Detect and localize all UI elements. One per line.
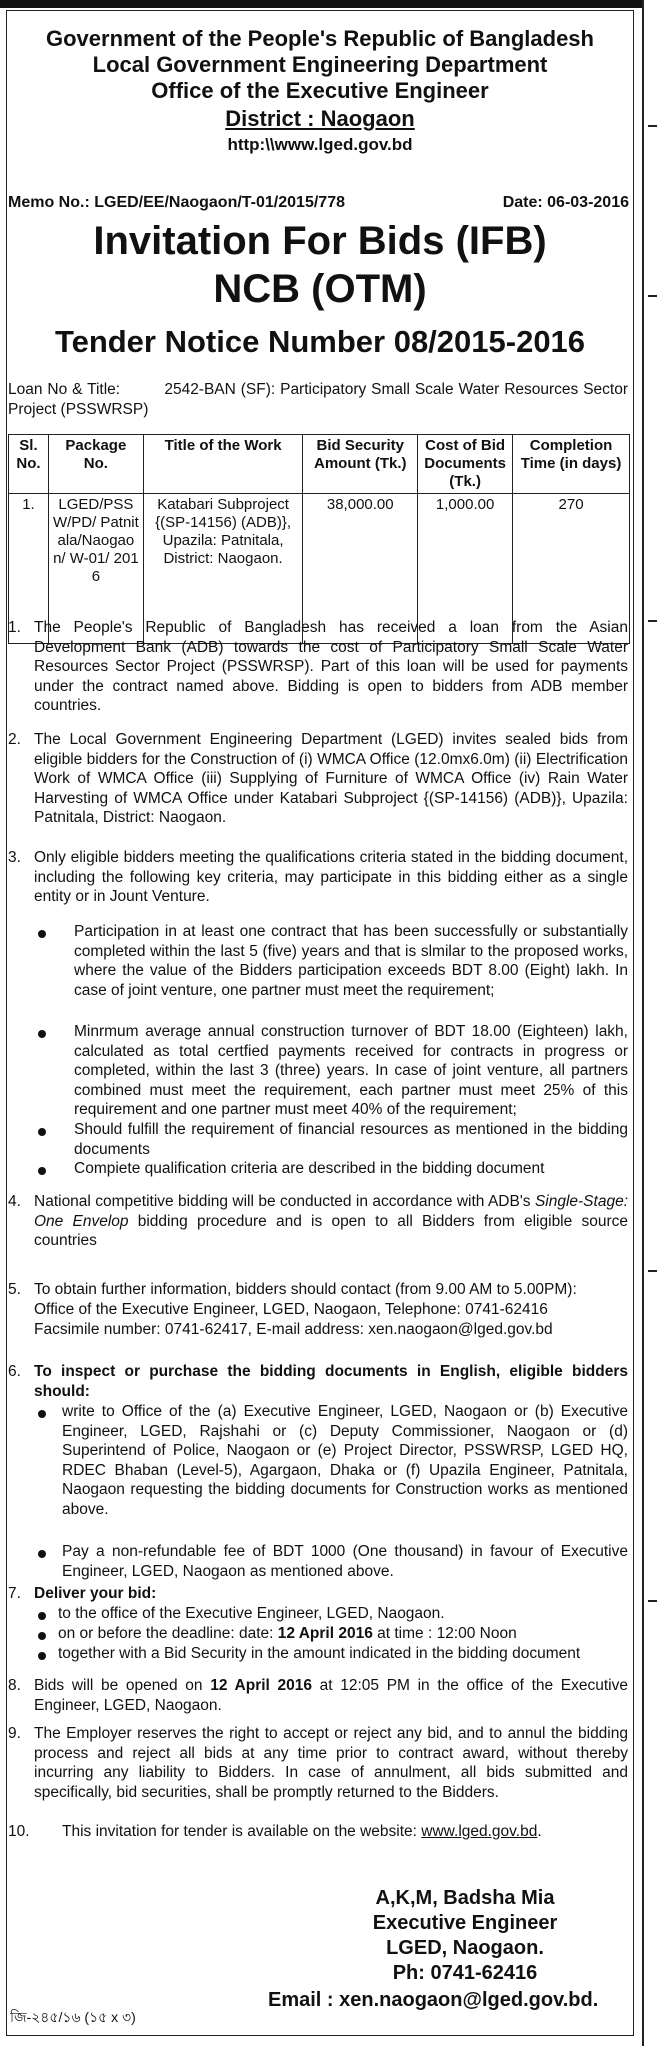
para7-bullet-1: to the office of the Executive Engineer, LGED, Naogaon.	[58, 1605, 445, 1622]
tender-notice-number: Tender Notice Number 08/2015-2016	[54, 324, 586, 359]
para3-text: Only eligible bidders meeting the qualifications criteria stated in the bidding document, including the following key criteria, may participate in this bidding either as a single entity or in Jount Venture.	[34, 849, 628, 905]
para10-number: 10.	[8, 1823, 30, 1840]
para8-open-date: 12 April 2016	[210, 1677, 312, 1694]
para6-bullet-1: write to Office of the (a) Executive Engineer, LGED, Naogaon or (b) Executive Engineer, LGED, Rajshahi or (c) Deputy Commissioner, Naogaon or (d) Superintend of Police, Naogaon or (e) Project Director, PSSWRSP, LGED HQ, RDEC Bhaban (Level-5), Agargaon, Dhaka or (f) Upazila Engineer, Patnitala, Naogaon requesting the bidding documents for Construction works as mentioned above.	[62, 1403, 628, 1518]
signatory-name: A,K,M, Badsha Mia	[375, 1887, 555, 1909]
memo-date: Date: 06-03-2016	[502, 194, 629, 211]
cell-title: Katabari Subproject {(SP-14156) (ADB)}, Upazila: Patnitala, District: Naogaon.	[143, 494, 303, 644]
para1-text: The People's Republic of Bangladesh has received a loan from the Asian Development Bank (ADB) towards the cost of Participatory Small Scale Water Resources Sector Project (PSSWRSP). Part of this loan will be used for payments under the contract named above. Bidding is open to bidders from ADB member countries.	[34, 619, 628, 714]
col-cost: Cost of Bid Documents (Tk.)	[418, 435, 513, 494]
para3-bullet-2: Minrmum average annual construction turnover of BDT 18.00 (Eighteen) lakh, calculated as total certfied payments received for contracts in progress or completed, within the last 3 (three) years. In case of joint venture, all partners combined must meet the requirement, each partner must meet 25% of this requirement and one partner must meet 40% of the requirement;	[74, 1023, 628, 1118]
para4-italic: Single-Stage: One Envelop	[34, 1193, 628, 1230]
para6-bullet-2: Pay a non-refundable fee of BDT 1000 (One thousand) in favour of Executive Engineer, LGED, Naogaon as mentioned above.	[62, 1543, 628, 1580]
para2-text: The Local Government Engineering Department (LGED) invites sealed bids from eligible bidders for the Construction of (i) WMCA Office (12.0mx6.0m) (ii) Electrification Work of WMCA Office (iii) Supplying of Furniture of WMCA Office (iv) Rain Water Harvesting of WMCA Office under Katabari Subproject {(SP-14156) (ADB)}, Upazila: Patnitala, District: Naogaon.	[34, 731, 628, 826]
para9-text: The Employer reserves the right to accept or reject any bid, and to annul the bidding process and reject all bids at any time prior to contract award, without thereby incurring any liability to Bidders. In case of annulment, all bids submitted and specifically, bid securities, shall be promptly returned to the Bidders.	[34, 1725, 628, 1801]
loan-label: Loan No & Title:	[8, 381, 121, 398]
bullet-icon	[38, 1128, 46, 1136]
title-ncb: NCB (OTM)	[213, 267, 427, 311]
bullet-icon	[38, 1652, 46, 1660]
para9-number: 9.	[8, 1725, 21, 1742]
bullet-icon	[38, 1410, 46, 1418]
header-department: Local Government Engineering Department	[92, 52, 548, 77]
loan-info	[8, 380, 628, 419]
header-government: Government of the People's Republic of Bangladesh	[46, 26, 594, 51]
title-ifb: Invitation For Bids (IFB)	[93, 219, 547, 263]
para4-number: 4.	[8, 1193, 21, 1210]
print-code: জি-২৪৫/১৬ (১৫ x ৩)	[10, 2009, 136, 2025]
para8-text: Bids will be opened on 12 April 2016 at 12:05 PM in the office of the Executive Engineer, LGED, Naogaon.	[34, 1677, 628, 1714]
cell-sl: 1.	[9, 494, 49, 644]
signatory-designation: Executive Engineer	[372, 1912, 558, 1934]
para3-number: 3.	[8, 849, 21, 866]
signatory-phone: Ph: 0741-62416	[392, 1962, 538, 1984]
para3-bullet-3: Should fulfill the requirement of financial resources as mentioned in the bidding documents	[74, 1121, 628, 1158]
para6-heading: To inspect or purchase the bidding documents in English, eligible bidders should:	[34, 1363, 628, 1400]
para5-line3: Facsimile number: 0741-62417, E-mail address: xen.naogaon@lged.gov.bd	[34, 1321, 553, 1338]
para7-deadline: 12 April 2016	[277, 1625, 373, 1642]
para5-line1: To obtain further information, bidders should contact (from 9.00 AM to 5.00PM):	[34, 1281, 577, 1298]
adjacent-column-edge	[642, 0, 657, 2046]
table-header-row	[9, 435, 630, 494]
col-security: Bid Security Amount (Tk.)	[303, 435, 418, 494]
para3-bullet-4: Compiete qualification criteria are described in the bidding document	[74, 1160, 545, 1177]
signatory-email: Email : xen.naogaon@lged.gov.bd.	[268, 1989, 599, 2011]
cell-cost: 1,000.00	[418, 494, 513, 644]
tender-table	[8, 434, 630, 644]
signatory-office: LGED, Naogaon.	[386, 1937, 544, 1959]
col-package: Package No.	[48, 435, 143, 494]
para7-number: 7.	[8, 1585, 21, 1602]
bullet-icon	[38, 930, 46, 938]
col-time: Completion Time (in days)	[513, 435, 630, 494]
bullet-icon	[38, 1030, 46, 1038]
para4-text: National competitive bidding will be conducted in accordance with ADB's Single-Stage: One Envelop bidding procedure and is open to all Bidders from eligible source countries	[34, 1193, 628, 1249]
bullet-icon	[38, 1632, 46, 1640]
para5-number: 5.	[8, 1281, 21, 1298]
para2-number: 2.	[8, 731, 21, 748]
bullet-icon	[38, 1612, 46, 1620]
loan-value: 2542-BAN (SF): Participatory Small Scale Water Resources Sector Project (PSSWRSP)	[8, 381, 628, 418]
col-sl: Sl. No.	[9, 435, 49, 494]
cell-package: LGED/PSSW/PD/ Patnitala/Naogaon/ W-01/ 2016	[48, 494, 143, 644]
para6-number: 6.	[8, 1363, 21, 1380]
para1-number: 1.	[8, 619, 21, 636]
header-district: District : Naogaon	[225, 106, 415, 131]
header-office: Office of the Executive Engineer	[151, 78, 489, 103]
para3-bullet-1: Participation in at least one contract that has been successfully or substantially completed within the last 5 (five) years and that is slmilar to the proposed works, where the value of the Bidders participation exceeds BDT 8.00 (Eight) lakh. In case of joint venture, one partner must meet the requirement;	[74, 923, 628, 999]
para7-bullet-2: on or before the deadline: date: 12 April 2016 at time : 12:00 Noon	[58, 1625, 517, 1642]
para5-line2: Office of the Executive Engineer, LGED, Naogaon, Telephone: 0741-62416	[34, 1301, 548, 1318]
bullet-icon	[38, 1550, 46, 1558]
top-strip	[0, 0, 657, 8]
col-title: Title of the Work	[143, 435, 303, 494]
bullet-icon	[38, 1167, 46, 1175]
website-link[interactable]: www.lged.gov.bd	[421, 1823, 538, 1840]
para7-heading: Deliver your bid:	[34, 1585, 157, 1602]
memo-number: Memo No.: LGED/EE/Naogaon/T-01/2015/778	[8, 194, 345, 211]
para8-number: 8.	[8, 1677, 21, 1694]
header-url: http:\\www.lged.gov.bd	[227, 135, 413, 154]
para7-bullet-3: together with a Bid Security in the amount indicated in the bidding document	[58, 1645, 581, 1662]
para10-text: This invitation for tender is available on the website: www.lged.gov.bd.	[62, 1823, 542, 1840]
cell-security: 38,000.00	[303, 494, 418, 644]
cell-time: 270	[513, 494, 630, 644]
